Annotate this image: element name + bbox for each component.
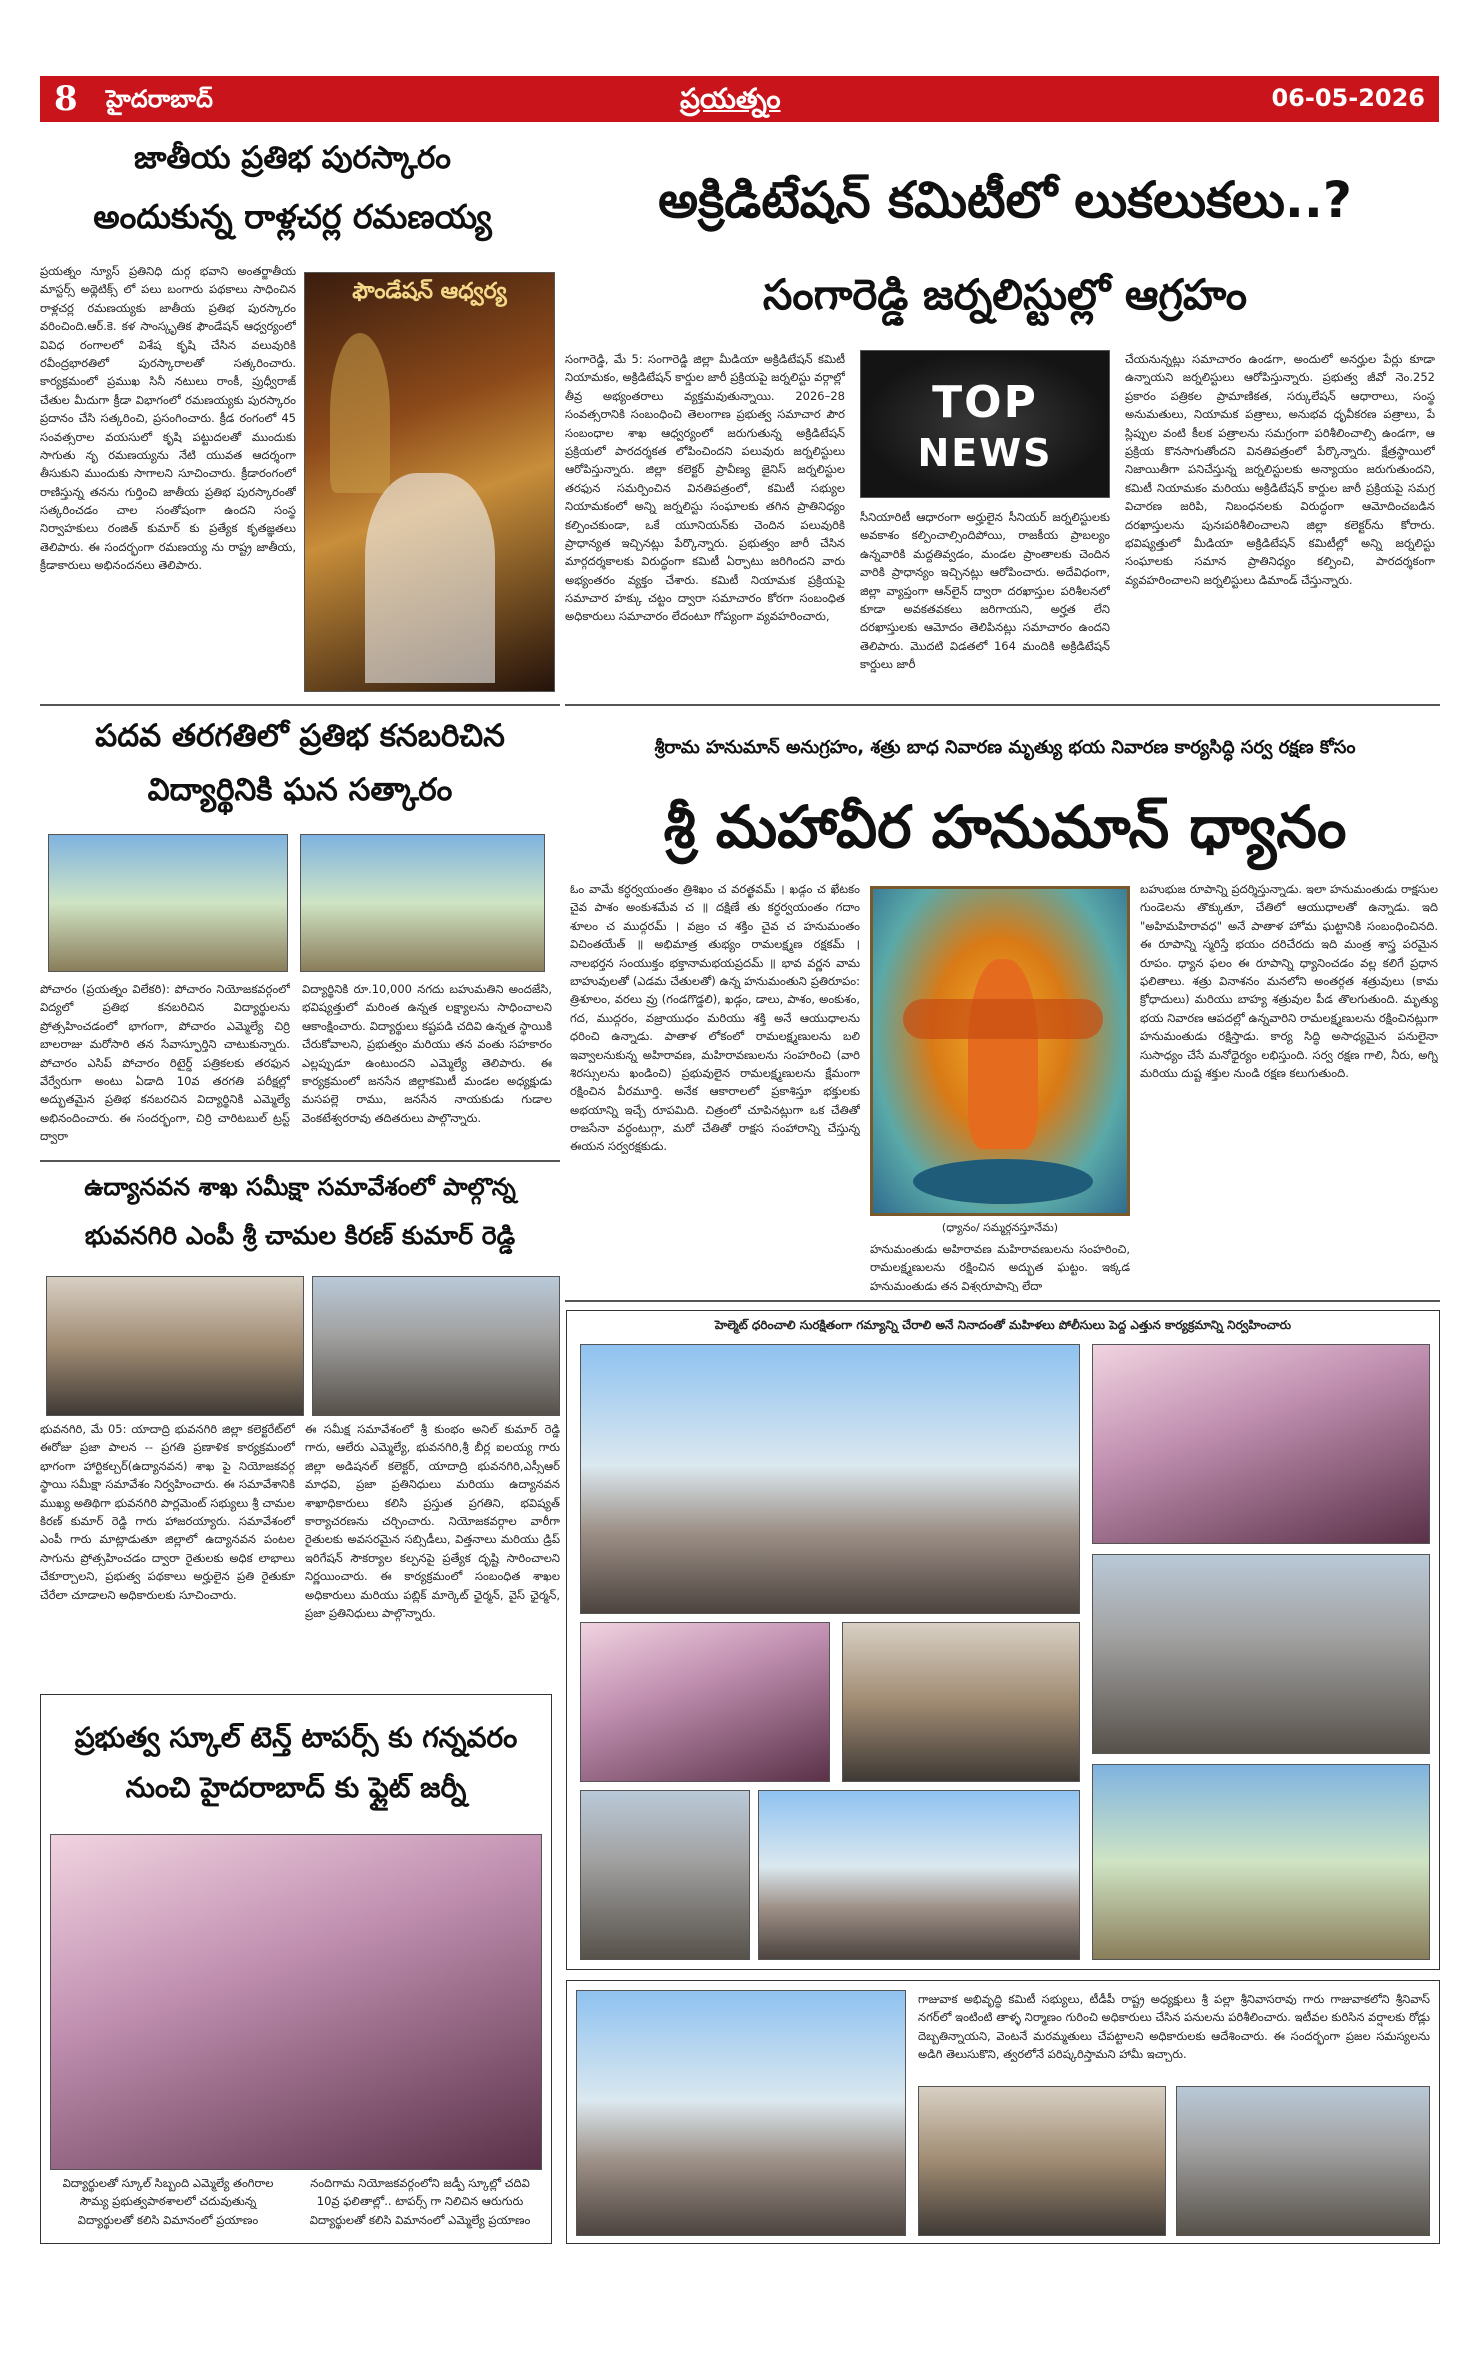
page-number: 8 <box>54 79 78 119</box>
story3-photo-left <box>48 834 288 972</box>
people-group-shape <box>365 473 495 683</box>
story8-body: గాజువాక అభివృద్ధి కమిటీ సభ్యులు, టీడీపీ రాష్ట్ర అధ్యక్షులు శ్రీ పల్లా శ్రీనివాసరావు గారు గాజువాకలోని శ్రీనివాస్ నగర్‌లో ఇంటింటి తాళ్ళ నిర్మాణం గురించి అధికారులు చేసిన పనులను పరిశీలించారు. ఇటీవల కురిసిన వర్షాలకు రోడ్లు దెబ్బతిన్నాయని, వెంటనే మరమ్మతులు చేపట్టాలని అధికారులకు ఆదేశించారు. ఈ సందర్భంగా ప్రజల సమస్యలను అడిగి తెలుసుకొని, త్వరలోనే పరిష్కరిస్తామని హామీ ఇచ్చారు. <box>918 1992 1430 2062</box>
edition-city: హైదరాబాద్ <box>106 85 213 113</box>
story4-kicker: శ్రీరామ హనుమాన్ అనుగ్రహం, శత్రు బాధ నివారణ మృత్యు భయ నివారణ కార్యసిద్ధి సర్వ రక్షణ కోసం <box>654 737 1356 758</box>
story3-column1: పోచారం (ప్రయత్నం విలేకరి): పోచారం నియోజకవర్గంలో విద్యలో ప్రతిభ కనబరిచిన విద్యార్థులను ప్రోత్సహించడంలో భాగంగా, పోచారం ఎమ్మెల్యే చిర్రి బాలరాజు మరోసారి తన సేవాస్ఫూర్తిని చాటుకున్నారు. పోచారం ఎసిప్ పోచారం రిటైర్డ్ పత్రికలకు తరఫున వేర్వేరుగా అంటు ఏడాది 10వ తరగతి పరీక్షల్లో అద్భుతమైన ప్రతిభ కనబరచిన విద్యార్థినికి ఎమ్మెల్యే అభినందించారు. ఈ సందర్భంగా, చిర్రి చారిటబుల్ ట్రస్ట్ ద్వారా <box>40 982 290 1144</box>
divider-story3 <box>40 1160 560 1162</box>
story1-body: ప్రయత్నం న్యూస్ ప్రతినిధి దుర్గ భవాని అంతర్జాతీయ మాస్టర్స్ అథ్లెటిక్స్ లో పలు బంగారు పథకాలు సాధించిన రాళ్లచర్ల రమణయ్యకు జాతీయ ప్రతిభ పురస్కారం వరించింది.ఆర్.కె. కళ సాంస్కృతిక ఫౌండేషన్ ఆధ్వర్యంలో వివిధ రంగాలలో విశేష కృషి చేసిన వలువురికి రవీంద్రభారతిలో పురస్కారాలతో సత్కరించారు. కార్యక్రమంలో ప్రముఖ సినీ నటులు రాంకీ, ప్రుధ్వీరాజ్ చేతుల మీదుగా క్రీడా విభాగంలో రమణయ్యకు పురస్కారం ప్రదానం చేసి సత్కరించి, ప్రసంగించారు. క్రీడ రంగంలో 45 సంవత్సరాల వయసులో కృషి పట్టుదలతో ముందుకు సాగుతు నృ రమణయ్యను నేటి యువత ఆదర్శంగా తీసుకుని ముందుకు సాగాలని సూచించారు. క్రీడారంగంలో రాణిస్తున్న తనను గుర్తించి జాతీయ ప్రతిభ పురస్కారంతో సత్కరించడం చాల సంతోషంగా ఉందని సంస్థ నిర్వాహకులు రంజిత్ కుమార్ కు ప్రత్యేక కృతజ్ఞతలు తెలిపారు. ఈ సందర్భంగా రమణయ్య ను రాష్ట్ర జాతీయ, క్రీడాకారులు అభినందనలు తెలిపారు. <box>40 264 296 573</box>
story8-photo-right <box>1176 2086 1430 2236</box>
story5-headline-line1: ఉద్యానవన శాఖ సమీక్షా సమావేశంలో పాల్గొన్న <box>84 1173 516 1201</box>
story2-column1: సంగారెడ్డి, మే 5: సంగారెడ్డి జిల్లా మీడియా అక్రిడిటేషన్ కమిటీ నియామకం, అక్రిడిటేషన్ కార్డుల జారీ ప్రక్రియపై జర్నలిస్టు వర్గాల్లో తీవ్ర అభ్యంతరాలు వ్యక్తమవుతున్నాయి. 2026–28 సంవత్సరానికి సంబంధించి తెలంగాణ ప్రభుత్వ సమాచార పౌర సంబంధాల శాఖ ఆధ్వర్యంలో జరుగుతున్న అక్రిడిటేషన్ ప్రక్రియలో పారదర్శకత లోపించిందని పలువురు జర్నలిస్టులు ఆరోపిస్తున్నారు. జిల్లా కలెక్టర్ ప్రావీణ్య జైనిస్ జర్నలిస్టుల తరఫున సమర్పించిన వినతిపత్రంలో, కమిటీ సభ్యుల నియామకంలో అన్ని జర్నలిస్టు సంఘాలకు తగిన ప్రాతినిధ్యం కల్పించకుండా, ఒకే యూనియన్‌కు చెందిన పలువురికి ప్రాధాన్యత ఇచ్చినట్లు పేర్కొన్నారు. ప్రభుత్వం జారీ చేసిన మార్గదర్శకాలకు విరుద్ధంగా కమిటీ ఏర్పాటు జరిగిందని వారు అభ్యంతరం వ్యక్తం చేశారు. కమిటీ నియామక ప్రక్రియపై సమాచార హక్కు చట్టం ద్వారా సమాచారం కోరగా సంబంధిత అధికారులు సమాచారం లేదంటూ గోప్యంగా వ్యవహరించారు, <box>565 352 845 624</box>
story2-headline-line1: అక్రిడిటేషన్ కమిటీలో లుకలుకలు..? <box>658 171 1352 229</box>
story4-photo-caption: (ధ్యానం/ సమ్మర్గనస్తూనేమ) <box>941 1221 1059 1234</box>
story4-column1: ఓం వామే కర్ధర్వయంతం త్రిశిఖం చ వరత్ఖవమ్ । ఖడ్గం చ ఖేటకం చైవ పాశం అంకుశమేవ చ ॥ దక్షిణే తు కర్ధర్వయంతం గదాం శూలం చ ముద్గరమ్ । వజ్రం చ శక్తిం చైవ చ హనుమంతం విచింతయేత్ ॥ అభిమాత్ర తుభ్యం రామలక్ష్మణ రక్షకమ్ । నాలభర్తన సంయుక్తం భక్తానామభయప్రదమ్ ॥ భావ వర్ణన వామ బాహువులతో (ఎడమ చేతులతో) ఉన్న హనుమంతుని ప్రతిరూపం: త్రిశూలం, వరలు వ్రు (గండగొడ్డలి), ఖడ్గం, డాలు, పాశం, అంకుశం, గద, ముద్గరం, వజ్రాయుధం మరియు శక్తి అనే ఆయుధాలను ధరించి ఉన్నాడు. పాతాళ లోకంలో రామలక్ష్మణులను బలి ఇవ్వాలనుకున్న అహిరావణ, మహిరావణులను సంహరించి (వారి శిరస్సులను ఖండించి) ప్రభువులైన రామలక్ష్మణులను క్షేమంగా రక్షించిన వీరమూర్తి. అనేక ఆకారాలలో ప్రకాశిస్తూ భక్తులకు అభయాన్ని ఇచ్చే రూపమిది. చిత్రంలో చూపినట్లుగా ఒక చేతితో రాజసేనా వర్ధంటుగ్గా, మరో చేతితో రాక్షస సంహారాన్ని చేస్తున్న ఈయన సర్వరక్షకుడు. <box>570 882 860 1154</box>
top-news-word2: NEWS <box>917 431 1053 475</box>
story2-column2: సీనియారిటీ ఆధారంగా అర్హులైన సీనియర్ జర్నలిస్టులకు అవకాశం కల్పించాల్సిందిపోయి, రాజకీయ ప్రాబల్యం ఉన్నవారికి మద్దతివ్వడం, మండల ప్రాంతాలకు చెందిన వారికి ప్రాధాన్యం ఇచ్చినట్లు ఆరోపించారు. అదేవిధంగా, జిల్లా వ్యాప్తంగా ఆన్‌లైన్ ద్వారా దరఖాస్తుల పరిశీలనలో కూడా అవకతవకలు జరిగాయని, అర్హత లేని దరఖాస్తులకు ఆమోదం తెలిపినట్లు సమాచారం ఉందని తెలిపారు. మొదటి విడతలో 164 మందికి అక్రిడిటేషన్ కార్డులు జారీ <box>860 510 1110 672</box>
story5-column1: భువనగిరి, మే 05: యాదాద్రి భువనగిరి జిల్లా కలెక్టరేట్‌లో ఈరోజు ప్రజా పాలన -- ప్రగతి ప్రణాళిక కార్యక్రమంలో భాగంగా హార్టికల్చర్(ఉద్యానవన) శాఖ పై నియోజకవర్గ స్థాయి సమీక్షా సమావేశం నిర్వహించారు. ఈ సమావేశానికి ముఖ్య అతిథిగా భువనగిరి పార్లమెంట్ సభ్యులు శ్రీ చామల కిరణ్ కుమార్ రెడ్డి గారు హాజరయ్యారు. సమావేశంలో ఎంపీ గారు మాట్లాడుతూ జిల్లాలో ఉద్యానవన పంటల సాగును ప్రోత్సహించడం ద్వారా రైతులకు అధిక లాభాలు చేకూర్చాలని, ప్రభుత్వ పథకాలు అర్హులైన ప్రతి రైతుకూ చేరేలా చూడాలని అధికారులకు సూచించారు. <box>40 1422 295 1602</box>
story1-headline-line2: అందుకున్న రాళ్లచర్ల రమణయ్య <box>93 197 492 236</box>
hanuman-arms-shape <box>903 999 1103 1039</box>
hanuman-figure-shape <box>968 959 1038 1149</box>
story6-photo-scooter-rider <box>580 1790 750 1960</box>
story6-photo-rally-main <box>580 1344 1080 1614</box>
story6-photo-procession <box>758 1790 1080 1960</box>
newspaper-name: ప్రయత్నం <box>680 82 781 115</box>
story5-photo-left <box>46 1276 304 1416</box>
story3-photo-right <box>300 834 545 972</box>
top-news-word1: TOP <box>932 377 1038 428</box>
story1-photo-award-stage <box>304 272 555 692</box>
story4-under-photo: హనుమంతుడు అహిరావణ మహిరావణులను సంహరించి, రామలక్ష్మణులను రక్షించిన అద్భుత ఘట్టం. ఇక్కడ హనుమంతుడు తన విశ్వరూపాన్ని లేదా <box>870 1242 1130 1292</box>
story4-column3: బహుభుజ రూపాన్ని ప్రదర్శిస్తున్నాడు. ఇలా హనుమంతుడు రాక్షసుల గుండెలను తొక్కుతూ, చేతిలో ఆయుధాలతో ఉన్నాడు. ఇది "అహిమహిరావధ" అనే పాతాళ హోమ ఘట్టానికి సంబంధించినది. ఈ రూపాన్ని స్మరిస్తే భయం దరిచేరదు ఇది మంత్ర శాస్త్ర పరమైన రూపం. ధ్యాన ఫలం ఈ రూపాన్ని ధ్యానించడం వల్ల కలిగే ప్రధాన ఫలితాలు. శత్రు వినాశనం మనలోని అంతర్గత శత్రువులు (కామ క్రోధాదులు) మరియు బాహ్య శత్రువుల పీడ తొలగుతుంది. మృత్యు భయ నివారణ ఆపదల్లో ఉన్నవారిని రామలక్ష్మణులను రక్షించినట్లుగా హనుమంతుడు రక్షిస్తాడు. కార్య సిద్ధి అసాధ్యమైన పనులైనా సుసాధ్యం చేసే మనోధైర్యం లభిస్తుంది. సర్వ రక్షణ గాలి, నీరు, అగ్ని మరియు దుష్ట శక్తుల నుండి రక్షణ కలుగుతుంది. <box>1140 882 1438 1080</box>
story7-photo-students-aircraft <box>50 1834 542 2170</box>
story7-caption-right: నందిగామ నియోజకవర్గంలోని జడ్పీ స్కూల్లో చదివి 10వ్ర ఫలితాల్లో.. టాపర్స్ గా నిలిచిన ఆరుగురు విద్యార్థులతో కలిసి విమానంలో ఎమ్మెల్యే ప్రయాణం <box>309 2176 531 2227</box>
story3-column2: విద్యార్థినికి రూ.10,000 నగదు బహుమతిని అందజేసి, భవిష్యత్తులో మరింత ఉన్నత లక్ష్యాలను సాధించాలని ఆకాంక్షించారు. విద్యార్థులు కష్టపడి చదివి ఉన్నత స్థాయికి చేరుకోవాలని, ప్రభుత్వం మరియు తన వంతు సహకారం ఎల్లప్పుడూ ఉంటుందని ఎమ్మెల్యే తెలిపారు. ఈ కార్యక్రమంలో జనసేన జిల్లాకమిటీ మండల అధ్యక్షుడు మసపల్లె రాము, జనసేన నాయకుడు గుడాల వెంకటేశ్వరరావు తదితరులు పాల్గొన్నారు. <box>302 982 552 1125</box>
story3-headline-line1: పదవ తరగతిలో ప్రతిభ కనబరిచిన <box>95 718 505 754</box>
story6-photo-awareness-banner <box>580 1622 830 1782</box>
story6-photo-officials <box>842 1622 1080 1782</box>
story4-headline: శ్రీ మహావీర హనుమాన్ ధ్యానం <box>663 793 1347 861</box>
story3-headline-line2: విద్యార్థినికి ఘన సత్కారం <box>147 772 453 808</box>
story1-photo-banner-text: ఫౌండేషన్ ఆధ్వర్య <box>352 279 507 304</box>
story6-photo-flag-off <box>1092 1764 1430 1960</box>
story2-column3: చేయనున్నట్లు సమాచారం ఉండగా, అందులో అనర్హుల పేర్లు కూడా ఉన్నాయని జర్నలిస్టులు ఆరోపిస్తున్నారు. ప్రభుత్వ జీవో నెం.252 ప్రకారం పత్రికల ప్రామాణికత, సర్కులేషన్ ఆధారాలు, సంస్థ అనుమతులు, నియామక పత్రాలు, అనుభవ ధృవీకరణ పత్రాలు, పే స్లిప్పుల వంటి కీలక పత్రాలను సమగ్రంగా పరిశీలించాల్సి ఉండగా, ఆ ప్రక్రియ కొనసాగుతోందని వినతిపత్రంలో పేర్కొన్నారు. క్షేత్రస్థాయిలో నిజాయితీగా పనిచేస్తున్న జర్నలిస్టులకు అన్యాయం జరుగుతుందని, కమిటీ నియామకం మరియు అక్రిడిటేషన్ కార్డుల జారీ ప్రక్రియపై సమగ్ర విచారణ జరిపి, నిబంధనలకు విరుద్ధంగా ఆమోదించబడిన దరఖాస్తులను పునఃపరిశీలించాలని జిల్లా కలెక్టర్‌ను కోరారు. భవిష్యత్తులో మీడియా అక్రిడిటేషన్ కమిటీల్లో అన్ని జర్నలిస్టు సంఘాలకు సమాన ప్రాతినిధ్యం కల్పించి, పారదర్శకంగా వ్యవహరించాలని జర్నలిస్టులు డిమాండ్ చేస్తున్నారు. <box>1125 352 1435 587</box>
story6-headline: హెల్మెట్ ధరించాలి సురక్షితంగా గమ్యాన్ని చేరాలి అనే నినాదంతో మహిళలు పోలీసులు పెద్ద ఎత్తున కార్యక్రమాన్ని నిర్వహించారు <box>714 1318 1292 1332</box>
story6-photo-helmets-display <box>1092 1344 1430 1544</box>
story7-headline-line1: ప్రభుత్వ స్కూల్ టెన్త్ టాపర్స్ కు గన్నవరం <box>74 1721 518 1754</box>
story2-headline-line2: సంగారెడ్డి జర్నలిస్టుల్లో ఆగ్రహం <box>762 270 1248 319</box>
divider-story2 <box>565 704 1440 706</box>
story2-photo-top-news <box>860 350 1110 498</box>
story1-headline-line1: జాతీయ ప్రతిభ పురస్కారం <box>133 140 452 176</box>
story5-headline-line2: భువనగిరి ఎంపీ శ్రీ చామల కిరణ్ కుమార్ రెడ్డి <box>84 1221 516 1250</box>
story8-photo-left <box>918 2086 1166 2236</box>
story6-photo-women-helmets <box>1092 1554 1430 1754</box>
deity-statue-shape <box>330 333 390 493</box>
story7-caption-left: విద్యార్థులతో స్కూల్ సిబ్బంది ఎమ్మెల్యే తంగిరాల సౌమ్య ప్రభుత్వపాఠశాలలో చదువుతున్న విద్యార్థులతో కలిసి విమానంలో ప్రయాణం <box>62 2176 274 2227</box>
story5-photo-right <box>312 1276 560 1416</box>
divider-story1 <box>40 704 560 706</box>
demons-shape <box>913 1159 1093 1204</box>
story7-headline-line2: నుంచి హైదరాబాద్ కు ఫ్లైట్ జర్నీ <box>125 1771 467 1804</box>
divider-story4 <box>565 1300 1440 1302</box>
masthead-bar <box>40 76 1439 122</box>
story8-photo-street-visit <box>576 1990 906 2236</box>
story4-photo-hanuman <box>870 886 1130 1216</box>
story5-column2: ఈ సమీక్ష సమావేశంలో శ్రీ కుంభం అనిల్ కుమార్ రెడ్డి గారు, ఆలేరు ఎమ్మెల్యే, భువనగిరి,శ్రీ బీర్ల ఐలయ్య గారు జిల్లా అడిషనల్ కలెక్టర్, యాదాద్రి భువనగిరి,ఎస్సీఆర్ మాధవి, ప్రజా ప్రతినిధులు మరియు ఉద్యానవన శాఖాధికారులు కలిసి ప్రస్తుత ప్రగతిని, భవిష్యత్ కార్యాచరణను చర్చించారు. నియోజకవర్గాల వారీగా రైతులకు అవసరమైన సబ్సిడీలు, విత్తనాలు మరియు డ్రిప్ ఇరిగేషన్ సౌకర్యాల కల్పనపై ప్రత్యేక దృష్టి సారించాలని నిర్ణయించారు. ఈ కార్యక్రమంలో సంబంధిత శాఖల అధికారులు మరియు పబ్లిక్ మార్కెట్ ఛైర్మన్, వైస్ ఛైర్మన్, ప్రజా ప్రతినిధులు పాల్గొన్నారు. <box>305 1422 560 1620</box>
issue-date: 06-05-2026 <box>1271 84 1425 112</box>
